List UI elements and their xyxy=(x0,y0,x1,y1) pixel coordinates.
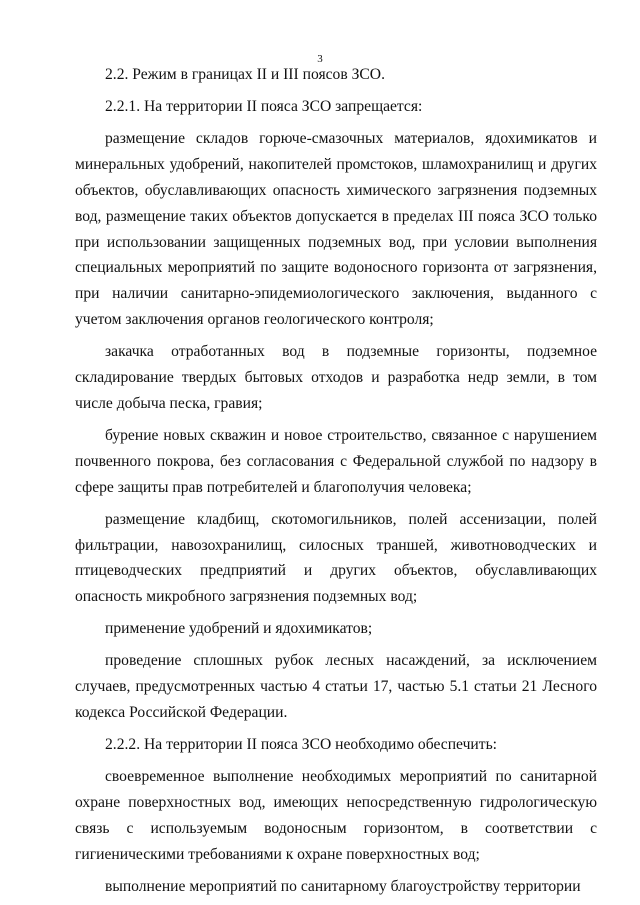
page-number: 3 xyxy=(317,53,323,65)
paragraph-forest-clearcutting: проведение сплошных рубок лесных насаждений, за исключением случаев, предусмотренных частью 4 статьи 17, частью 5.1 статьи 21 Лесного кодекса Российской Федерации. xyxy=(75,652,597,722)
subsection-heading-2-2-2: 2.2.2. На территории II пояса ЗСО необходимо обеспечить: xyxy=(105,736,498,754)
paragraph-fuel-storage-prohibition: размещение складов горюче-смазочных материалов, ядохимикатов и минеральных удобрений, накопителей промстоков, шламохранилищ и других объектов, обуславливающих опасность химического загрязнения подземных вод, размещение таких объектов допускается в пределах III пояса ЗСО только при использовании защищенных подземных вод, при условии выполнения специальных мероприятий по защите водоносного горизонта от загрязнения, при наличии санитарно-эпидемиологического заключения, выданного с учетом заключения органов геологического контроля; xyxy=(75,130,597,328)
paragraph-territory-improvement: выполнение мероприятий по санитарному благоустройству территории xyxy=(105,878,581,896)
document-body xyxy=(75,62,597,900)
paragraph-new-wells-drilling: бурение новых скважин и новое строительство, связанное с нарушением почвенного покрова, без согласования с Федеральной службой по надзору в сфере защиты прав потребителей и благополучия человека; xyxy=(75,426,597,496)
paragraph-cemeteries-placement: размещение кладбищ, скотомогильников, полей ассенизации, полей фильтрации, навозохранилищ, силосных траншей, животноводческих и птицеводческих предприятий и других объектов, обуславливающих опасность микробного загрязнения подземных вод; xyxy=(75,510,597,606)
paragraph-waste-water-injection: закачка отработанных вод в подземные горизонты, подземное складирование твердых бытовых отходов и разработка недр земли, в том числе добыча песка, гравия; xyxy=(75,343,597,412)
subsection-heading-2-2-1: 2.2.1. На территории II пояса ЗСО запрещается: xyxy=(105,98,423,116)
paragraph-fertilizer-use: применение удобрений и ядохимикатов; xyxy=(105,620,373,638)
paragraph-surface-water-protection: своевременное выполнение необходимых мероприятий по санитарной охране поверхностных вод, имеющих непосредственную гидрологическую связь с используемым водоносным горизонтом, в соответствии с гигиеническими требованиями к охране поверхностных вод; xyxy=(75,768,597,863)
section-heading-2-2: 2.2. Режим в границах II и III поясов ЗСО. xyxy=(105,66,385,83)
